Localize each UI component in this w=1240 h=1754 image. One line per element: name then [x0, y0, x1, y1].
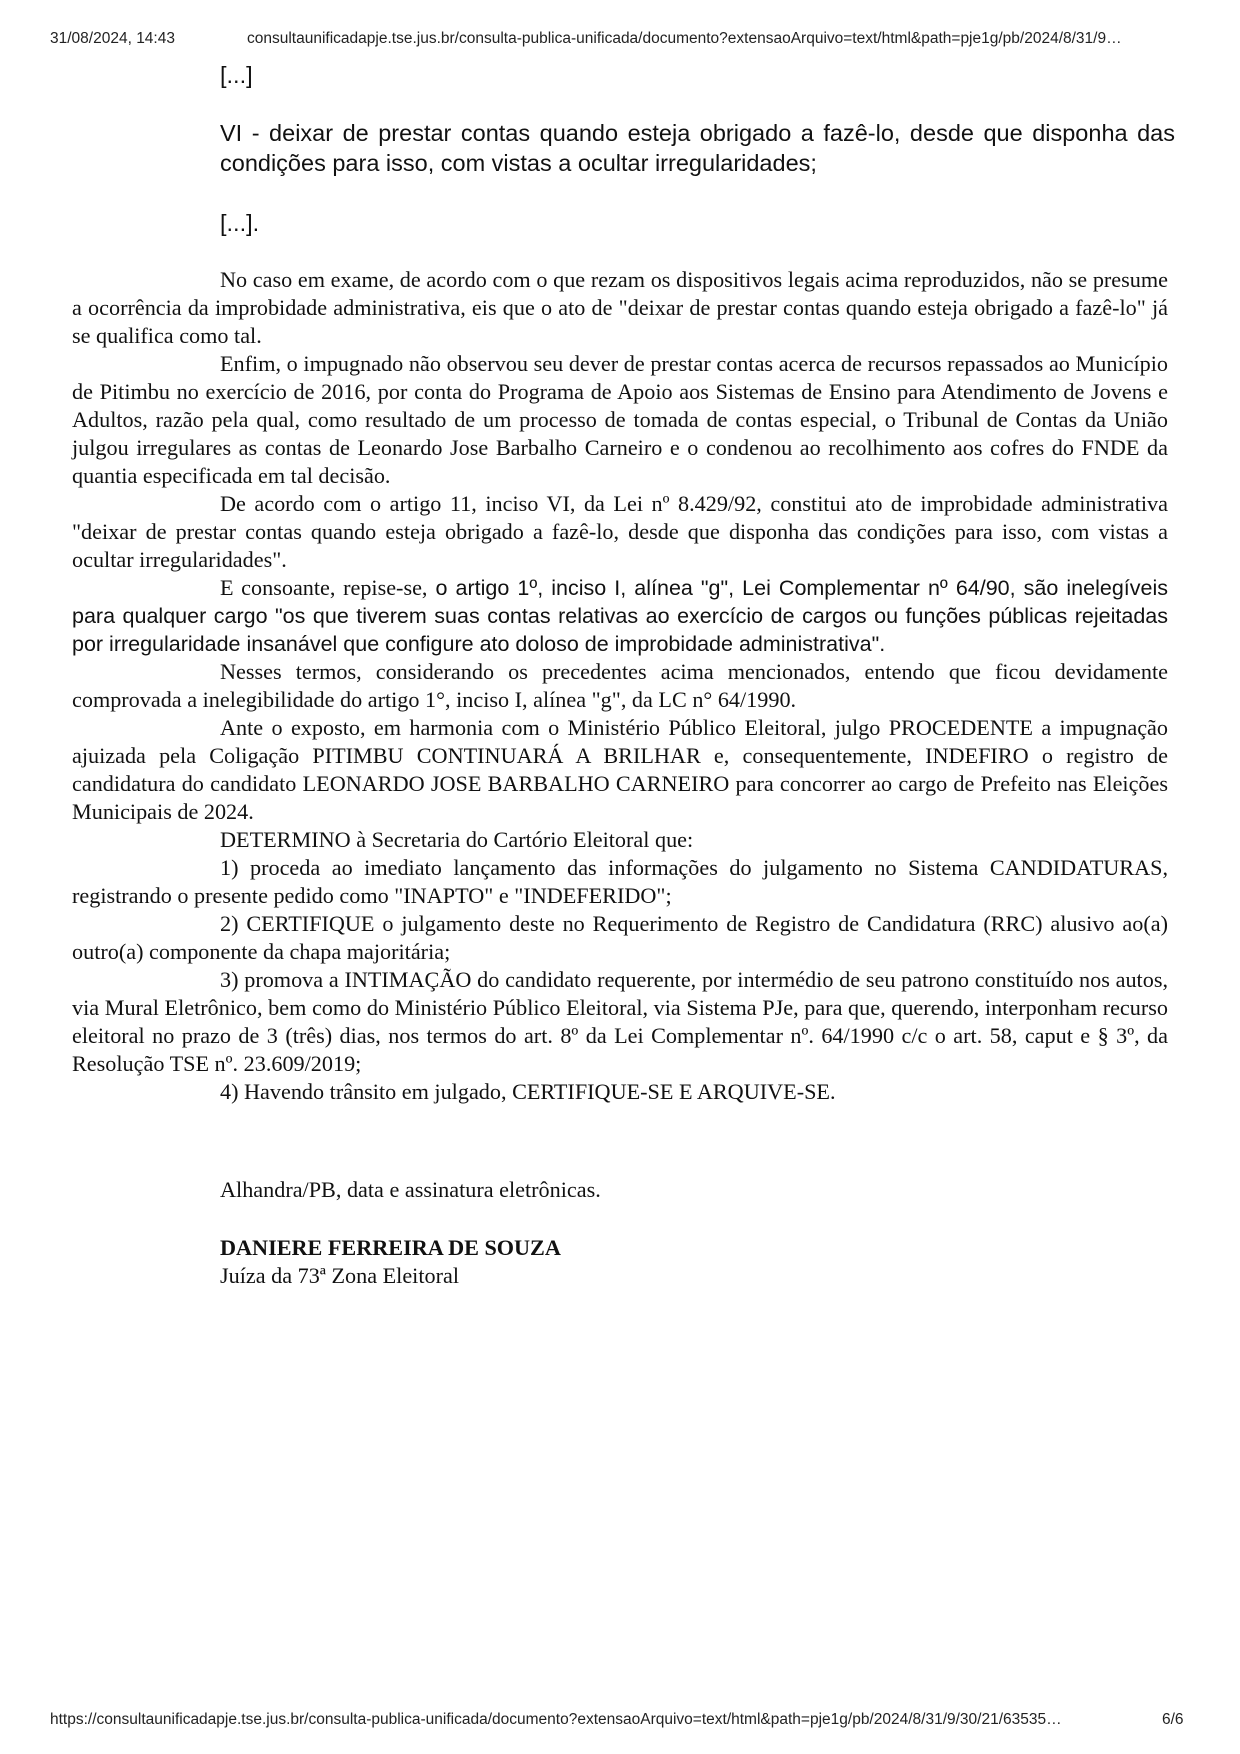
- signature-name: DANIERE FERREIRA DE SOUZA: [220, 1235, 561, 1260]
- paragraph-determino: DETERMINO à Secretaria do Cartório Eleitoral que:: [220, 827, 694, 852]
- signature-place-date: Alhandra/PB, data e assinatura eletrônicas.: [220, 1177, 601, 1202]
- paragraph-e-consoante: [72, 574, 1168, 658]
- print-header-url: consultaunificadapje.tse.jus.br/consulta-publica-unificada/documento?extensaoArquivo=text/html&path=pje1g/pb/2024/8/31/9…: [247, 30, 1122, 47]
- determination-item-3: 3) promova a INTIMAÇÃO do candidato requerente, por intermédio de seu patrono constituído nos autos, via Mural Eletrônico, bem como do Ministério Público Eleitoral, via Sistema PJe, para que, querendo, interponham recurso eleitoral no prazo de 3 (três) dias, nos termos do art. 8º da Lei Complementar nº. 64/1990 c/c o art. 58, caput e § 3º, da Resolução TSE nº. 23.609/2019;: [72, 967, 1168, 1076]
- document-body: [72, 266, 1168, 1106]
- print-header-datetime: 31/08/2024, 14:43: [50, 30, 175, 47]
- paragraph-enfim: Enfim, o impugnado não observou seu dever de prestar contas acerca de recursos repassados ao Município de Pitimbu no exercício de 2016, por conta do Programa de Apoio aos Sistemas de Ensino para Atendimento de Jovens e Adultos, razão pela qual, como resultado de um processo de tomada de contas especial, o Tribunal de Contas da União julgou irregulares as contas de Leonardo Jose Barbalho Carneiro e o condenou ao recolhimento aos cofres do FNDE da quantia especificada em tal decisão.: [72, 351, 1168, 488]
- determination-item-1: 1) proceda ao imediato lançamento das informações do julgamento no Sistema CANDIDATURAS, registrando o presente pedido como "INAPTO" e "INDEFERIDO";: [72, 855, 1168, 908]
- paragraph-e-consoante-serif: E consoante, repise-se,: [220, 575, 428, 600]
- determination-item-2: 2) CERTIFIQUE o julgamento deste no Requerimento de Registro de Candidatura (RRC) alusivo ao(a) outro(a) componente da chapa majoritária;: [72, 911, 1168, 964]
- paragraph-e-consoante-sans: o artigo 1º, inciso I, alínea "g", Lei Complementar nº 64/90, são inelegíveis para qualquer cargo "os que tiverem suas contas relativas ao exercício de cargos ou funções públicas rejeitadas por irregularidade insanável que configure ato doloso de improbidade administrativa".: [72, 576, 1168, 656]
- paragraph-nesses-termos: Nesses termos, considerando os precedentes acima mencionados, entendo que ficou devidamente comprovada a inelegibilidade do artigo 1°, inciso I, alínea "g", da LC n° 64/1990.: [72, 659, 1168, 712]
- paragraph-de-acordo: De acordo com o artigo 11, inciso VI, da Lei nº 8.429/92, constitui ato de improbidade administrativa "deixar de prestar contas quando esteja obrigado a fazê-lo, desde que disponha das condições para isso, com vistas a ocultar irregularidades".: [72, 491, 1168, 572]
- signature-role: Juíza da 73ª Zona Eleitoral: [220, 1263, 460, 1288]
- quote-ellipsis-close: [...].: [220, 210, 260, 236]
- print-footer-url: https://consultaunificadapje.tse.jus.br/consulta-publica-unificada/documento?extensaoArquivo=text/html&path=pje1g/pb/2024/8/31/9/30/21/63535…: [50, 1711, 1062, 1728]
- print-footer-page-number: 6/6: [1162, 1711, 1184, 1728]
- determination-item-4: 4) Havendo trânsito em julgado, CERTIFIQUE-SE E ARQUIVE-SE.: [220, 1079, 836, 1104]
- paragraph-ante-o-exposto: Ante o exposto, em harmonia com o Ministério Público Eleitoral, julgo PROCEDENTE a impugnação ajuizada pela Coligação PITIMBU CONTINUARÁ A BRILHAR e, consequentemente, INDEFIRO o registro de candidatura do candidato LEONARDO JOSE BARBALHO CARNEIRO para concorrer ao cargo de Prefeito nas Eleições Municipais de 2024.: [72, 715, 1168, 824]
- paragraph-no-caso: No caso em exame, de acordo com o que rezam os dispositivos legais acima reproduzidos, não se presume a ocorrência da improbidade administrativa, eis que o ato de "deixar de prestar contas quando esteja obrigado a fazê-lo" já se qualifica como tal.: [72, 267, 1168, 348]
- quote-ellipsis-open: [...]: [220, 62, 253, 88]
- quote-item-vi: VI - deixar de prestar contas quando esteja obrigado a fazê-lo, desde que disponha das condições para isso, com vistas a ocultar irregularidades;: [220, 120, 1175, 176]
